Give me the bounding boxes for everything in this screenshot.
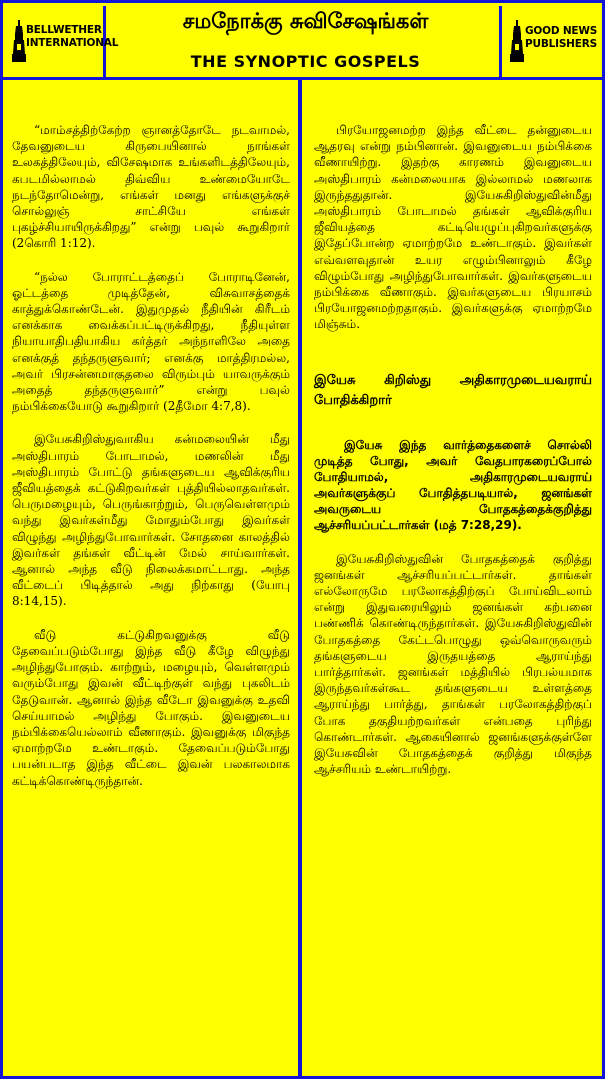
left-column (12, 80, 290, 789)
left-paragraph-4: வீடு கட்டுகிறவனுக்கு வீடு தேவைப்படும்போது இந்த வீடு கீழே விழுந்து அழிந்துபோகும். காற்றும், மழையும், வெள்ளமும் வரும்போது இவன் வீட்டிற்குள் வந்து புகலிடம் தேடுவான். ஆனால் இந்த வீடோ இவனுக்கு உதவி செய்யாமல் அழிந்து போகும். இவனுடைய நம்பிக்கையெல்லாம் வீணாகும். இவனுக்கு மிகுந்த ஏமாற்றமே உண்டாகும். தேவைப்படும்போது பயன்படாத இந்த வீட்டை இவன் பலகாலமாக கட்டிக்கொண்டிருந்தான். (12, 627, 290, 788)
right-paragraph-2: இயேசுகிறிஸ்துவின் போதகத்தைக் குறித்து ஜனங்கள் ஆச்சரியப்பட்டார்கள். தாங்கள் எல்லோருமே பரலோகத்திற்குப் போய்விடலாம் என்று இதுவரையிலும் ஜனங்கள் கற்பனை பண்ணிக் கொண்டிருந்தார்கள். இயேசுகிறிஸ்துவின் போதகத்தை கேட்டபொழுது ஒவ்வொருவரும் தங்களுடைய இருதயத்தை ஆராய்ந்து பார்த்தார்கள். ஜனங்கள் மத்தியில் பிரபல்யமாக இருந்தவர்கள்கூட தங்களுடைய உள்ளத்தை ஆராய்ந்து பார்த்து, தாங்கள் பரலோகத்திற்குப் போக தகுதியற்றவர்கள் என்பதை புரிந்து கொண்டார்கள். ஆகையினால் ஜனங்களுக்குள்ளே இயேசுவின் போதகத்தைக் குறித்து மிகுந்த ஆச்சரியம் உண்டாயிற்று. (314, 551, 592, 777)
bellwether-logo-text (26, 24, 118, 50)
page-title-english: THE SYNOPTIC GOSPELS (190, 52, 421, 71)
good-news-logo-text (525, 25, 597, 51)
right-column (314, 80, 592, 777)
bellwether-logo-line2: INTERNATIONAL (26, 37, 119, 49)
left-paragraph-2: “நல்ல போராட்டத்தைப் போராடினேன், ஓட்டத்தை முடித்தேன், விசுவாசத்தைக் காத்துக்கொண்டேன். இதுமுதல் நீதியின் கிரீடம் எனக்காக வைக்கப்பட்டிருக்கிறது, நீதியுள்ள நியாயாதிபதியாகிய கர்த்தர் அந்நாளிலே அதை எனக்குத் தந்தருளுவார்; எனக்கு மாத்திரமல்ல, அவர் பிரசன்னமாகுதலை விரும்பும் யாவருக்கும் அதைத் தந்தருளுவார்” என்று பவுல் நம்பிக்கையோடு கூறுகிறார் (2தீமோ 4:7,8). (12, 269, 290, 414)
bell-tower-icon (12, 20, 26, 62)
good-news-logo (499, 6, 599, 77)
good-news-logo-line2: PUBLISHERS (525, 38, 597, 50)
column-divider (298, 80, 302, 1079)
bellwether-logo (6, 6, 119, 77)
bell-tower-icon (510, 20, 524, 62)
scripture-quote: இயேசு இந்த வார்த்தைகளைச் சொல்லி முடித்த போது, அவர் வேதபாரகரைப்போல் போதியாமல், அதிகாரமுடையவராய் அவர்களுக்குப் போதித்தபடியால், ஜனங்கள் அவருடைய போதகத்தைக்குறித்து ஆச்சரியப்பட்டார்கள் (மத் 7:28,29). (314, 437, 592, 532)
page-title-tamil: சமநோக்கு சுவிசேஷங்கள் (182, 9, 429, 33)
left-paragraph-3: இயேசுகிறிஸ்துவாகிய கன்மலையின் மீது அஸ்திபாரம் போடாமல், மணலின் மீது அஸ்திபாரம் போட்டு தங்களுடைய ஆவிக்குரிய ஜீவியத்தைக் கட்டுகிறவர்கள் புத்தியில்லாதவர்கள். பெருமழையும், பெருங்காற்றும், பெருவெள்ளமும் வந்து இவர்கள்மீது மோதும்போது இவர்கள் விழுந்து அழிந்துபோவார்கள். சோதனை காலத்தில் இவர்கள் தங்கள் வீட்டின் மேல் சாய்வார்கள். ஆனால் அந்த வீடு நிலைக்கமாட்டாது. அந்த வீட்டைப் பிடித்தால் அது நிற்காது (யோபு 8:14,15). (12, 432, 290, 609)
left-paragraph-1: “மாம்சத்திற்கேற்ற ஞானத்தோடே நடவாமல், தேவனுடைய கிருபையினால் நாங்கள் உலகத்திலேயும், விசேஷமாக உங்களிடத்திலேயும், கபடமில்லாமல் திவ்விய உண்மையோடே நடந்தோமென்று, எங்கள் மனது எங்களுக்குச் சொல்லுஞ் சாட்சியே எங்கள் புகழ்ச்சியாயிருக்கிறது” என்று பவுல் கூறுகிறார் (2கொரி 1:12). (12, 123, 290, 251)
section-heading: இயேசு கிறிஸ்து அதிகாரமுடையவராய் போதிக்கிறார் (314, 372, 592, 408)
bellwether-logo-line1: BELLWETHER (26, 24, 102, 36)
good-news-logo-line1: GOOD NEWS (525, 25, 598, 37)
header-banner (0, 0, 605, 80)
right-paragraph-1: பிரயோஜனமற்ற இந்த வீட்டை தன்னுடைய ஆதரவு என்று நம்பினான். இவனுடைய நம்பிக்கை வீணாயிற்று. இதற்கு காரணம் இவனுடைய அஸ்திபாரம் கன்மலையாக இல்லாமல் மணலாக இருந்ததுதான். இயேசுகிறிஸ்துவின்மீது அஸ்திபாரம் போடாமல் தங்கள் ஆவிக்குரிய ஜீவியத்தை கட்டியெழுப்புகிறவர்களுக்கு இதேப்போன்ற ஏமாற்றமே உண்டாகும். இவர்கள் எவ்வளவுதான் உயர எழும்பினாலும் கீழே விழும்போது அழிந்துபோவார்கள். இவர்களுடைய நம்பிக்கை வீணாகும். இவர்களுடைய பிரயாசம் பிரயோஜனமற்றதாகும். இவர்களுக்கு ஏமாற்றமே மிஞ்சும். (314, 123, 592, 332)
